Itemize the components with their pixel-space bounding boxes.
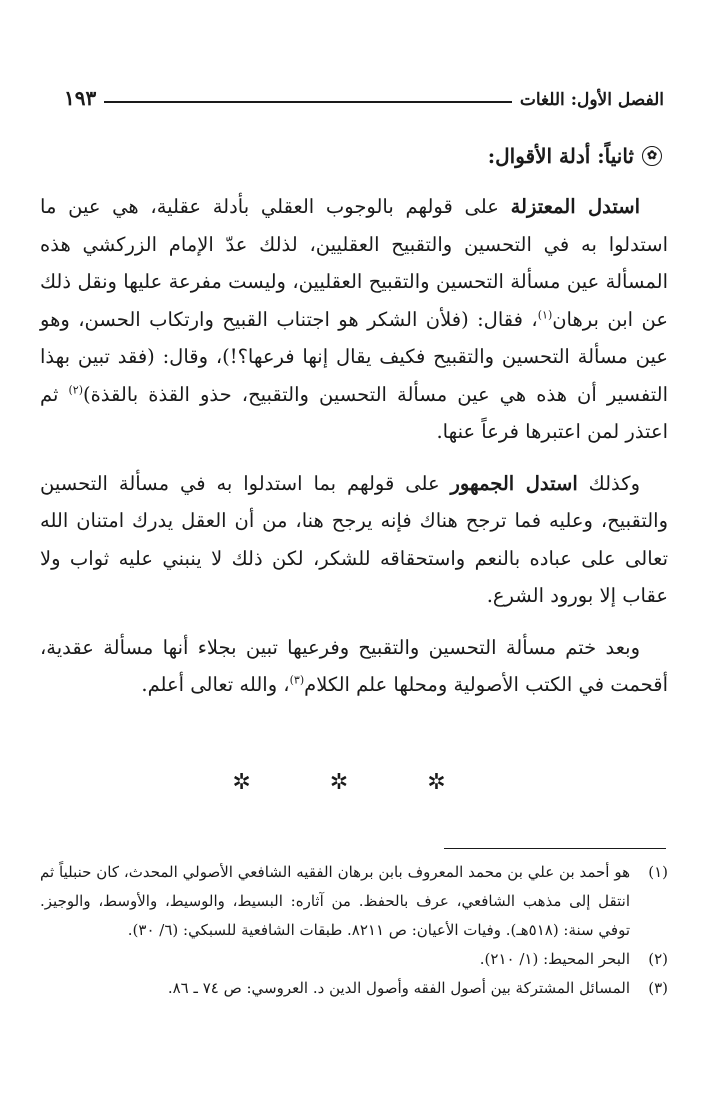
footnote-ref-1: (١) [537, 308, 553, 321]
star-ornament-icon: ✲ [427, 770, 476, 795]
header-rule [104, 101, 512, 103]
running-header [64, 74, 664, 110]
paragraph-text: على قولهم بما استدلوا به في مسألة التحسين والتقبيح، وعليه فما ترجح هناك فإنه يرجح هنا، من أن العقل يدرك امتنان الله تعالى على عباده بالنعم واستحقاقه للشكر، لكن ذلك لا ينبني عليه ثواب ولا عقاب إلا بورود الشرع. [40, 471, 668, 607]
section-heading [40, 138, 662, 174]
rosette-icon: ✿ [642, 146, 662, 166]
footnote [40, 945, 668, 974]
paragraph-text: وكذلك [577, 471, 640, 495]
footnote-text: البحر المحيط: (١/ ٢١٠). [479, 950, 630, 968]
paragraph-text: ، فقال: (فلأن الشكر هو اجتناب القبيح وارتكاب الحسن، وهو عين مسألة التحسين والتقبيح فكيف يقال إنها فرعها؟!)، وقال: (فقد تبين بهذا التفسير أن هذه هي عين مسألة التحسين والتقبيح، حذو القذة بالقذة) [40, 307, 668, 406]
footnote-number: (٢) [648, 950, 668, 968]
footnote [40, 858, 668, 945]
footnote-text: هو أحمد بن علي بن محمد المعروف بابن برهان الفقيه الشافعي الأصولي المحدث، كان حنبلياً ثم انتقل إلى مذهب الشافعي، عرف بالحفظ. من آثاره: البسيط، والوسيط، والأوسط، والوجيز. توفي سنة: (٥١٨هـ). وفيات الأعيان: ص ٨٢١١. طبقات الشافعية للسبكي: (٦/ ٣٠). [40, 863, 630, 939]
page-number: ١٩٣ [64, 86, 97, 110]
main-text [40, 138, 668, 718]
footnote-ref-2: (٢) [68, 383, 83, 396]
section-heading-text: ثانياً: أدلة الأقوال: [487, 144, 634, 168]
paragraph-mutazila [40, 188, 668, 451]
paragraph-conclusion [40, 629, 668, 704]
paragraph-text: ، والله تعالى أعلم. [141, 673, 290, 696]
paragraph-text: ثم اعتذر لمن اعتبرها فرعاً عنها. [40, 382, 668, 443]
footnote [40, 974, 668, 1003]
section-separator [0, 770, 708, 795]
star-ornament-icon: ✲ [329, 770, 379, 795]
paragraph-jumhur [40, 465, 668, 615]
bold-phrase: استدل المعتزلة [510, 195, 640, 218]
star-ornament-icon: ✲ [232, 770, 281, 795]
footnote-number: (٣) [648, 979, 668, 997]
footnotes [40, 858, 668, 1003]
paragraph-text: على قولهم بالوجوب العقلي بأدلة عقلية، هي عين ما استدلوا به في التحسين والتقبيح العقليين، لذلك عدّ الإمام الزركشي هذه المسألة عين مسألة التحسين والتقبيح العقليين، وليست مفرعة عليها ونقل ذلك عن ابن برهان [40, 195, 669, 331]
footnote-rule [444, 848, 666, 849]
footnote-ref-3: (٣) [289, 673, 305, 687]
footnote-number: (١) [648, 863, 668, 881]
chapter-title: الفصل الأول: اللغات [519, 90, 664, 110]
bold-phrase: استدل الجمهور [450, 471, 578, 495]
paragraph-text: وبعد ختم مسألة التحسين والتقبيح وفرعيها تبين بجلاء أنها مسألة عقدية، أقحمت في الكتب الأصولية ومحلها علم الكلام [40, 635, 668, 696]
footnote-text: المسائل المشتركة بين أصول الفقه وأصول الدين د. العروسي: ص ٧٤ ـ ٨٦. [167, 979, 630, 997]
